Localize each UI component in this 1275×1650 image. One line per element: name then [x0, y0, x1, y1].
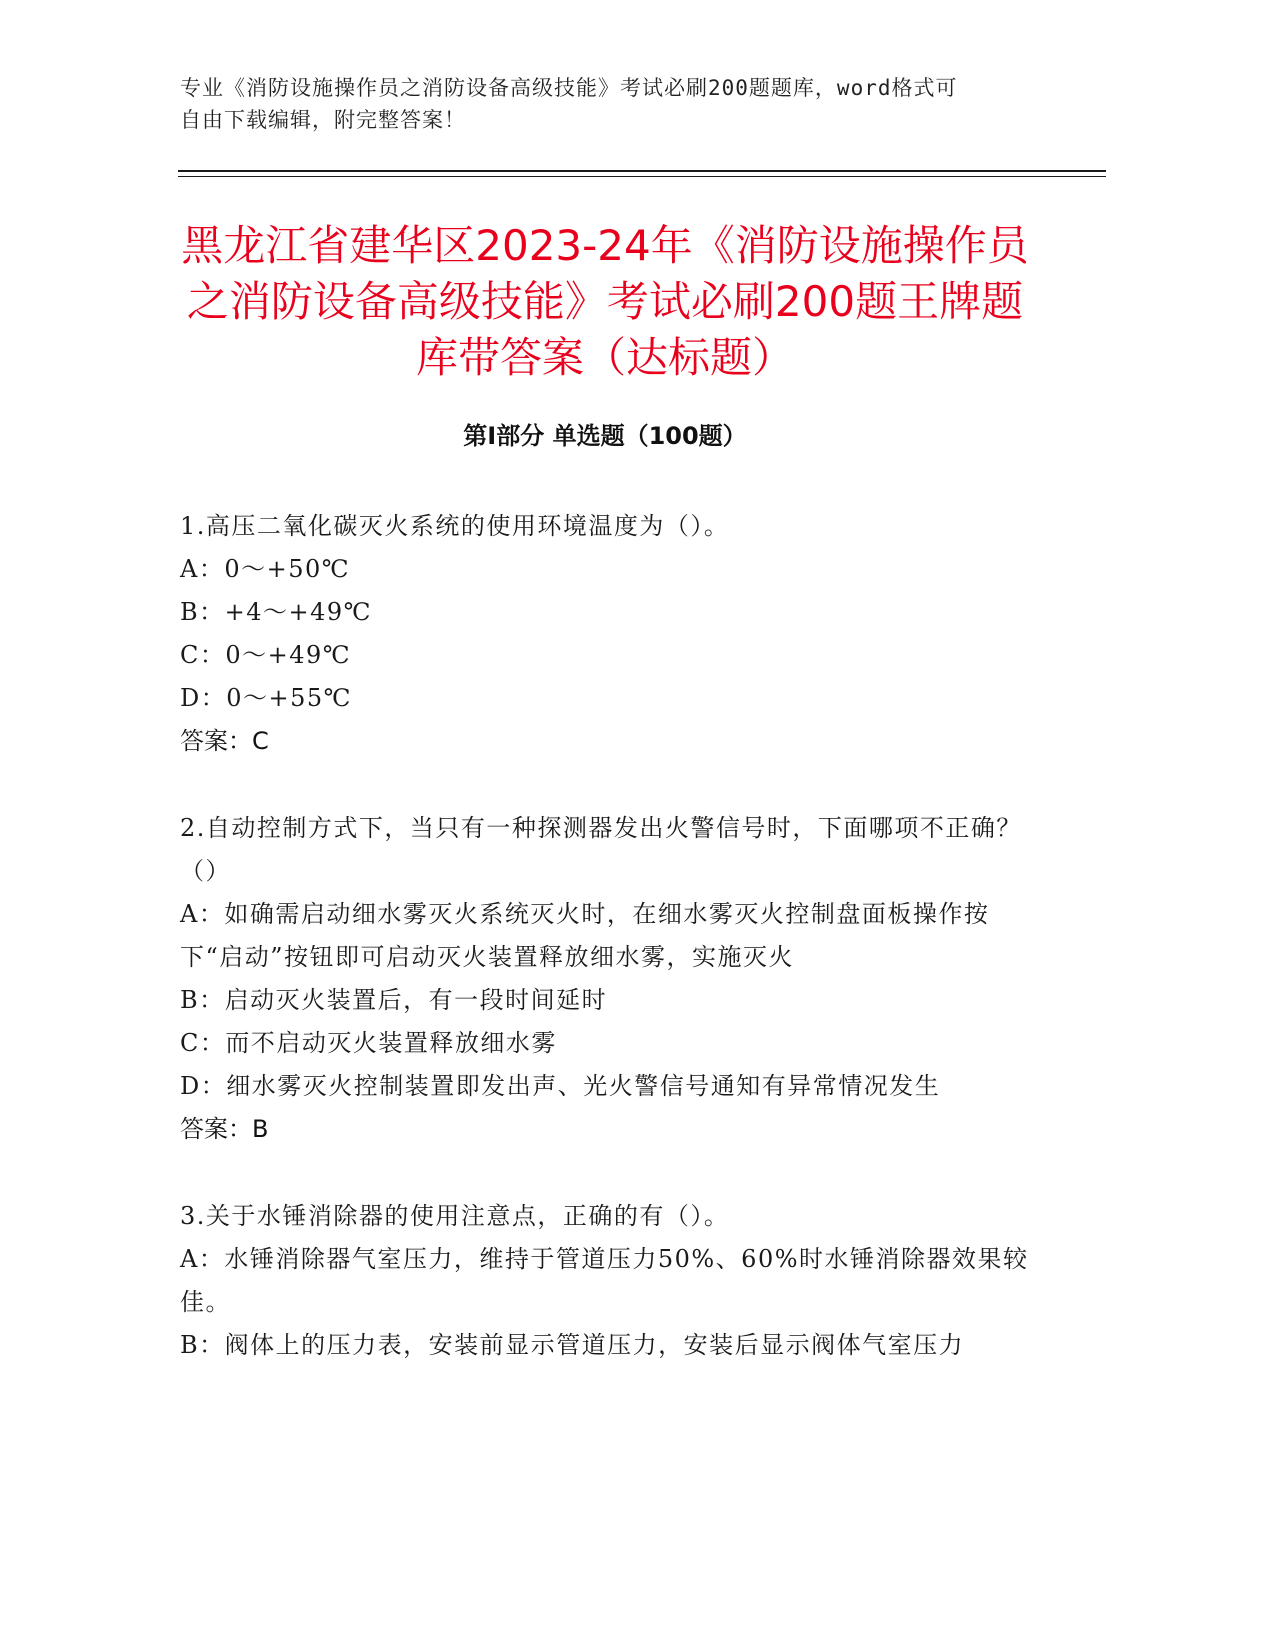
question-stem: 2.自动控制方式下，当只有一种探测器发出火警信号时，下面哪项不正确？（） — [180, 814, 1022, 885]
option-b: B：+4～+49℃ — [180, 598, 373, 626]
option-d: D：0～+55℃ — [180, 684, 353, 712]
option-a: A：0～+50℃ — [180, 555, 351, 583]
document-title: 黑龙江省建华区2023-24年《消防设施操作员之消防设备高级技能》考试必刷200题王牌题库带答案（达标题） — [181, 221, 1029, 382]
question-stem: 1.高压二氧化碳灭火系统的使用环境温度为（）。 — [180, 512, 730, 540]
question-list — [180, 505, 1050, 1411]
answer: 答案：C — [180, 727, 269, 755]
question-3 — [180, 1195, 1050, 1367]
option-b: B：启动灭火装置后，有一段时间延时 — [180, 986, 608, 1014]
option-d: D：细水雾灭火控制装置即发出声、光火警信号通知有异常情况发生 — [180, 1072, 941, 1100]
option-c: C：0～+49℃ — [180, 641, 352, 669]
header-divider-thick — [178, 170, 1106, 172]
option-a: A：水锤消除器气室压力，维持于管道压力50%、60%时水锤消除器效果较佳。 — [180, 1245, 1029, 1316]
question-1 — [180, 505, 1050, 763]
header-divider-thin — [178, 176, 1106, 177]
option-b: B：阀体上的压力表，安装前显示管道压力，安装后显示阀体气室压力 — [180, 1331, 965, 1359]
question-2 — [180, 807, 1050, 1151]
answer: 答案：B — [180, 1115, 269, 1143]
option-c: C：而不启动灭火装置释放细水雾 — [180, 1029, 557, 1057]
option-a: A：如确需启动细水雾灭火系统灭火时，在细水雾灭火控制盘面板操作按下“启动”按钮即可启动灭火装置释放细水雾，实施灭火 — [180, 900, 990, 971]
section-title: 第Ⅰ部分 单选题（100题） — [463, 422, 747, 450]
header-note: 专业《消防设施操作员之消防设备高级技能》考试必刷200题题库，word格式可 自由下载编辑，附完整答案！ — [180, 76, 958, 132]
question-stem: 3.关于水锤消除器的使用注意点，正确的有（）。 — [180, 1202, 730, 1230]
